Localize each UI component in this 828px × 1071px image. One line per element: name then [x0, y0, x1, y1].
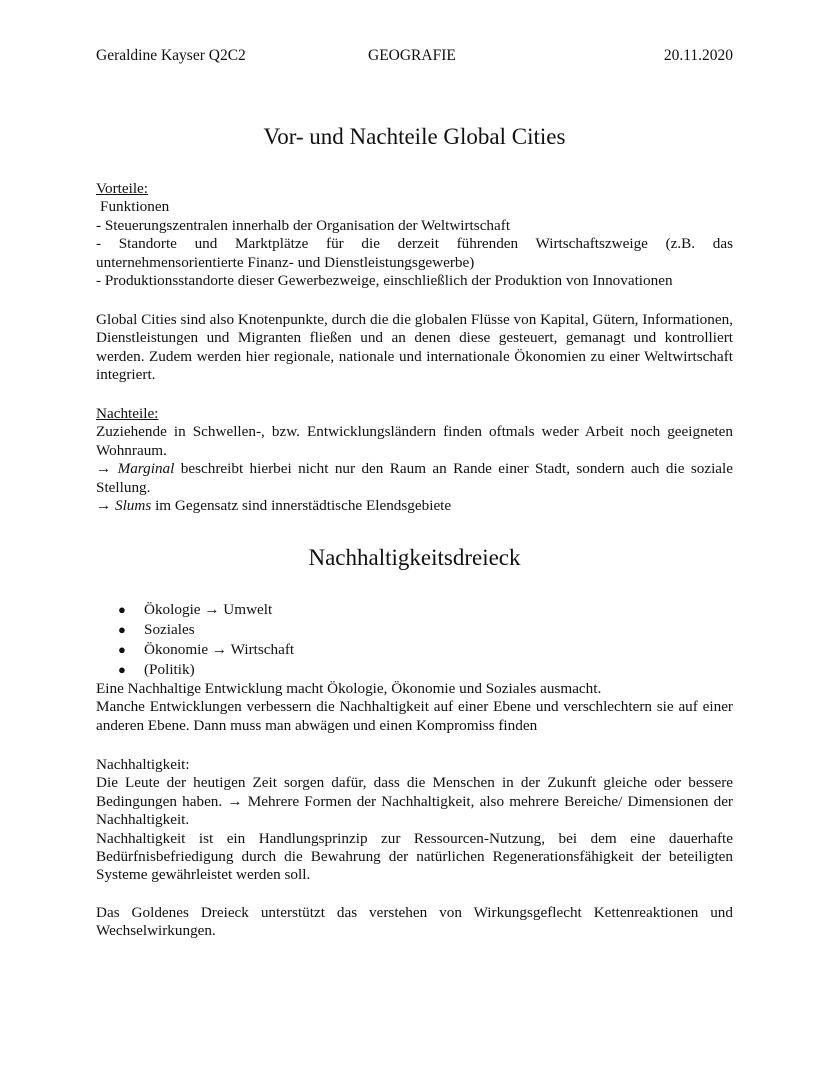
vorteile-section	[96, 180, 733, 290]
paragraph-line: Eine Nachhaltige Entwicklung macht Ökologie, Ökonomie und Soziales ausmacht.	[96, 680, 602, 697]
global-cities-text: Global Cities sind also Knotenpunkte, durch die die globalen Flüsse von Kapital, Gütern, Informationen, Dienstleistungen und Migranten fließen und an denen diese gesteuert, gemanagt und kontrolliert werden. Zudem werden hier regionale, nationale und internationale Ökonomien zu einer Weltwirtschaft integriert.	[96, 311, 733, 384]
bullet-icon: ●	[118, 602, 126, 617]
subject-label: GEOGRAFIE	[368, 47, 456, 64]
global-cities-paragraph	[96, 311, 733, 385]
slums-text: im Gegensatz sind innerstädtische Elendsgebiete	[151, 497, 452, 515]
nachhaltige-entwicklung-paragraph	[96, 680, 733, 735]
vorteile-item: - Steuerungszentralen innerhalb der Organisation der Weltwirtschaft	[96, 216, 511, 234]
marginal-term: Marginal	[117, 460, 175, 478]
document-date: 20.11.2020	[663, 47, 733, 64]
paragraph-line: Manche Entwicklungen verbessern die Nachhaltigkeit auf einer Ebene und verschlechtern sie auf einer anderen Ebene. Dann muss man abwägen und einen Kompromiss finden	[96, 698, 733, 734]
list-item: ● Soziales	[118, 621, 195, 638]
author-name: Geraldine Kayser Q2C2	[96, 47, 246, 64]
nachteile-text: Zuziehende in Schwellen-, bzw. Entwicklungsländern finden oftmals weder Arbeit noch geeigneten Wohnraum.	[96, 423, 733, 459]
bullet-icon: ●	[118, 642, 126, 657]
nachhaltigkeit-definition: Nachhaltigkeit ist ein Handlungsprinzip zur Ressourcen-Nutzung, bei dem eine dauerhafte Bedürfnisbefriedigung durch die Bewahrung der natürlichen Regenerationsfähigkeit der beteiligten Systeme gewährleistet werden soll.	[96, 829, 733, 884]
vorteile-subheading: Funktionen	[100, 198, 170, 216]
bullet-icon: ●	[118, 622, 126, 637]
bullet-icon: ●	[118, 662, 126, 677]
nachhaltigkeit-text: Die Leute der heutigen Zeit sorgen dafür, dass die Menschen in der Zukunft gleiche oder bessere Bedingungen haben. → Mehrere Formen der Nachhaltigkeit, also mehrere Bereiche/ Dimensionen der Nachhaltigkeit.	[96, 774, 733, 829]
vorteile-item: - Standorte und Marktplätze für die derzeit führenden Wirtschaftszweige (z.B. das unternehmensorientierte Finanz- und Dienstleistungsgewerbe)	[96, 235, 733, 271]
slums-term: Slums	[114, 497, 152, 515]
nachteile-heading: Nachteile:	[96, 405, 159, 422]
main-title: Vor- und Nachteile Global Cities	[263, 124, 566, 149]
nachhaltigkeit-heading: Nachhaltigkeit:	[96, 756, 190, 773]
vorteile-heading: Vorteile:	[96, 180, 149, 197]
marginal-text: beschreibt hierbei nicht nur den Raum an Rande einer Stadt, sondern auch die soziale Stellung.	[96, 460, 733, 496]
arrow-icon: →	[96, 460, 112, 478]
marginal-line	[96, 460, 733, 497]
section-title-nachhaltigkeitsdreieck: Nachhaltigkeitsdreieck	[308, 545, 521, 570]
nachteile-section	[96, 405, 733, 515]
list-item: ● Ökologie → Umwelt	[118, 601, 273, 618]
page-header	[96, 47, 733, 67]
list-item: ● Ökonomie → Wirtschaft	[118, 641, 295, 658]
slums-line	[96, 497, 733, 515]
dimensions-list	[118, 600, 294, 680]
list-item: ● (Politik)	[118, 661, 195, 678]
document-page	[96, 0, 733, 1071]
goldenes-dreieck-text: Das Goldenes Dreieck unterstützt das verstehen von Wirkungsgeflecht Kettenreaktionen und Wechselwirkungen.	[96, 904, 733, 940]
nachhaltigkeit-section	[96, 756, 733, 885]
goldenes-dreieck-paragraph	[96, 904, 733, 941]
vorteile-item: - Produktionsstandorte dieser Gewerbezweige, einschließlich der Produktion von Innovationen	[96, 272, 673, 290]
arrow-icon: →	[96, 497, 112, 515]
